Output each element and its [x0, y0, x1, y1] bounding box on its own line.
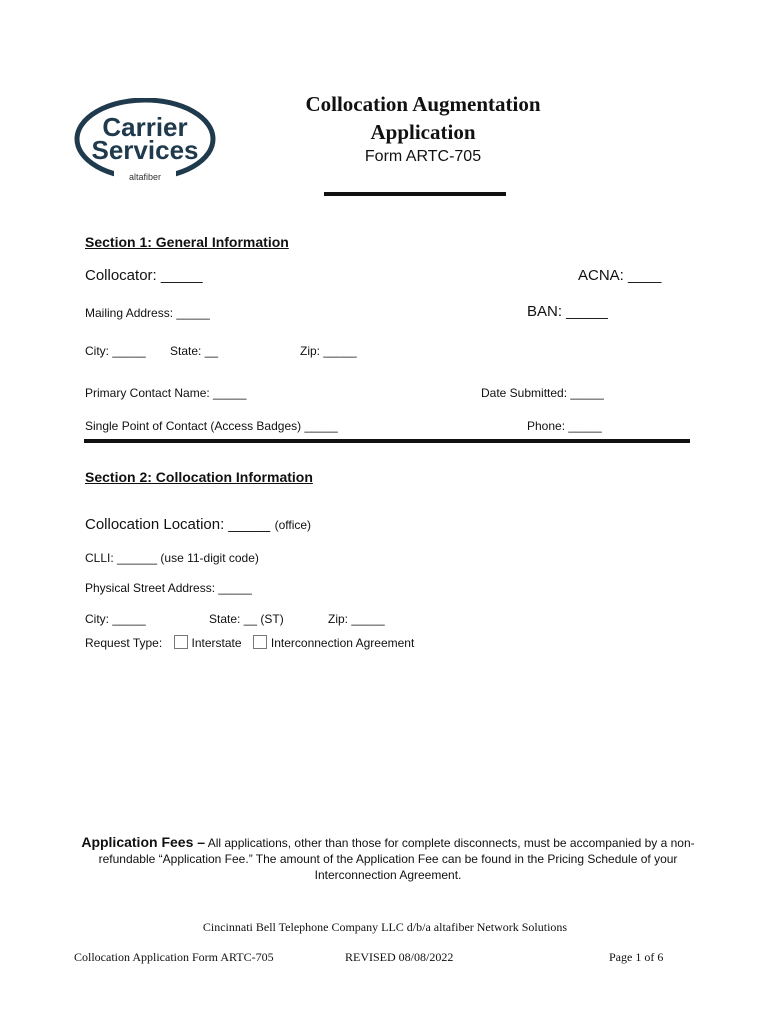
- interconnection-agreement-checkbox[interactable]: [253, 635, 267, 649]
- collocation-location-suffix: (office): [274, 518, 312, 532]
- location-state-field[interactable]: State: __ (ST): [209, 612, 284, 626]
- application-fees-heading: Application Fees –: [81, 834, 206, 850]
- application-fees-note: [72, 834, 704, 883]
- footer-form-name: Collocation Application Form ARTC-705: [74, 950, 274, 964]
- collocator-field[interactable]: Collocator: _____: [85, 267, 203, 284]
- carrier-services-logo: [74, 98, 216, 184]
- request-type-row: [85, 635, 414, 650]
- form-title-line1: Collocation Augmentation: [305, 92, 541, 116]
- interconnection-agreement-option-label: Interconnection Agreement: [270, 636, 415, 650]
- section1-heading: Section 1: General Information: [85, 234, 289, 250]
- request-type-label: Request Type:: [85, 636, 163, 650]
- logo-line1: Carrier: [102, 112, 188, 142]
- phone-field[interactable]: Phone: _____: [527, 419, 602, 433]
- title-divider: [324, 192, 506, 196]
- logo-line2: Services: [91, 135, 199, 165]
- section2-heading: Section 2: Collocation Information: [85, 469, 313, 485]
- ban-field[interactable]: BAN: _____: [527, 303, 608, 320]
- interstate-option-label: Interstate: [191, 636, 242, 650]
- single-point-contact-field[interactable]: Single Point of Contact (Access Badges) _____: [85, 419, 338, 433]
- state-field[interactable]: State: __: [170, 344, 219, 358]
- clli-field[interactable]: CLLI: ______ (use 11-digit code): [85, 551, 259, 565]
- form-title-line2: Application: [370, 120, 476, 144]
- location-city-field[interactable]: City: _____: [85, 612, 146, 626]
- mailing-address-field[interactable]: Mailing Address: _____: [85, 306, 210, 320]
- collocation-location-field[interactable]: [85, 516, 311, 534]
- zip-field[interactable]: Zip: _____: [300, 344, 357, 358]
- date-submitted-field[interactable]: Date Submitted: _____: [481, 386, 604, 400]
- footer-revised: REVISED 08/08/2022: [345, 950, 454, 964]
- acna-field[interactable]: ACNA: ____: [578, 267, 662, 284]
- physical-address-field[interactable]: Physical Street Address: _____: [85, 581, 252, 595]
- primary-contact-field[interactable]: Primary Contact Name: _____: [85, 386, 247, 400]
- collocation-location-label: Collocation Location: _____: [85, 516, 271, 533]
- location-zip-field[interactable]: Zip: _____: [328, 612, 385, 626]
- footer-company: Cincinnati Bell Telephone Company LLC d/b/a altafiber Network Solutions: [202, 920, 568, 934]
- city-field[interactable]: City: _____: [85, 344, 146, 358]
- interstate-checkbox[interactable]: [174, 635, 188, 649]
- section-divider: [84, 439, 690, 443]
- form-number: Form ARTC-705: [364, 148, 482, 165]
- logo-brand: altafiber: [128, 172, 162, 182]
- footer-page-number: Page 1 of 6: [609, 950, 664, 964]
- application-fees-text: All applications, other than those for complete disconnects, must be accompanied by a non-refundable “Application Fee.” The amount of the Application Fee can be found in the Pricing Schedule of your Interconnection Agreement.: [98, 836, 695, 882]
